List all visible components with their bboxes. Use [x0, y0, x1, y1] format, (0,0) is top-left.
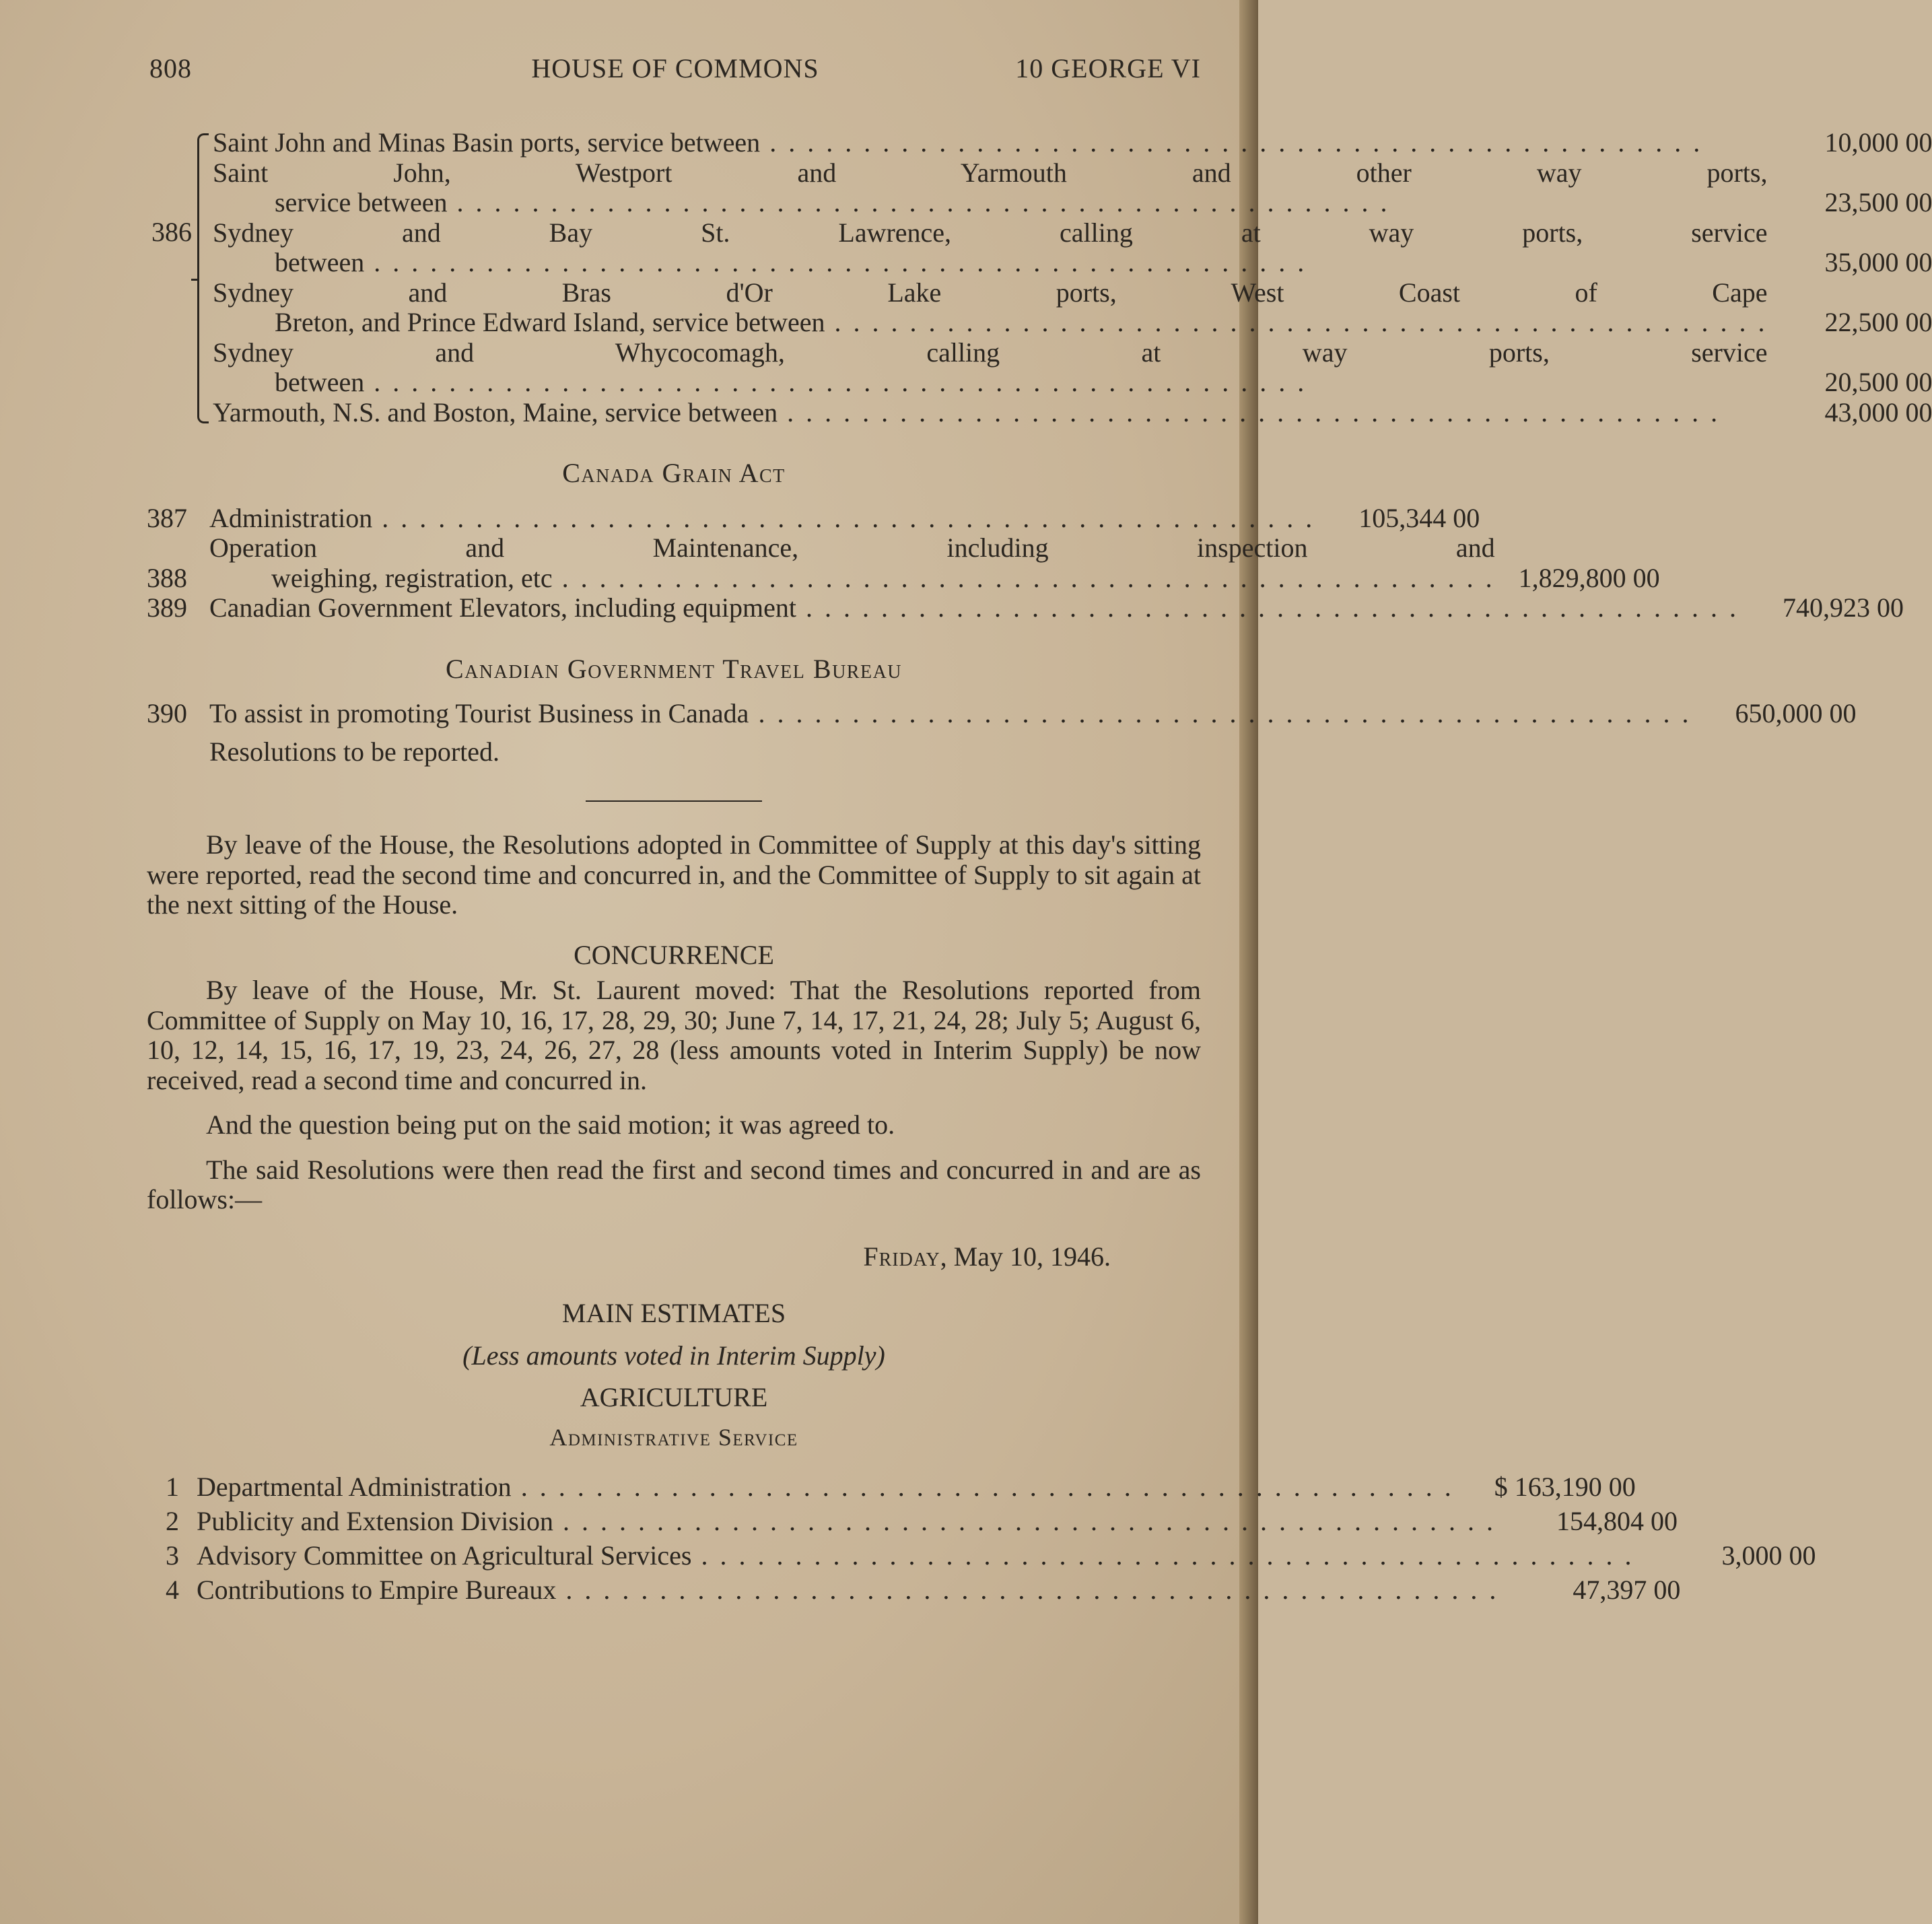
description-text: Administration: [209, 502, 373, 533]
estimate-amount: 47,397 00: [1573, 1575, 1681, 1605]
estimate-row: [213, 218, 1932, 278]
estimate-row: [213, 158, 1932, 218]
estimate-description: [209, 504, 1315, 534]
leave-paragraph: By leave of the House, the Resolutions adopted in Committee of Supply at this day's sitting were reported, read the second time and concurred in, and the Committee of Supply to sit again at the next sitting of the House.: [147, 829, 1201, 920]
description-line-leader: [197, 1538, 1634, 1573]
description-line-leader: [197, 1504, 1496, 1538]
estimate-amount: 154,804 00: [1556, 1506, 1678, 1536]
description-line-leader: [213, 368, 1767, 398]
estimate-amount: 10,000 00: [1824, 127, 1932, 158]
estimate-description: [197, 1573, 1498, 1607]
estimate-amount: 20,500 00: [1824, 367, 1932, 397]
vote-number: 390: [147, 698, 187, 728]
concurrence-paragraph: By leave of the House, Mr. St. Laurent moved: That the Resolutions reported from Committee of Supply on May 10, 16, 17, 28, 29, 30; June 7, 14, 17, 21, 24, 28; July 5; August 6, 10, 12, 14, 15, 16, 17, 19, 23, 24, 26, 27, 28 (less amounts voted in Interim Supply) be now received, read a second time and concurred in.: [147, 975, 1201, 1095]
description-line-leader: [213, 308, 1767, 338]
vote-number: 4: [166, 1575, 179, 1605]
estimate-row: [166, 1538, 1816, 1573]
vote-number: 389: [147, 592, 187, 623]
estimate-amount: 650,000 00: [1735, 698, 1857, 728]
estimate-description: [197, 1538, 1634, 1573]
estimate-description: [213, 338, 1767, 398]
estimate-description: [209, 699, 1691, 729]
description-text: weighing, registration, etc: [271, 562, 553, 593]
description-line: Saint John, Westport and Yarmouth and other way ports,: [213, 157, 1768, 188]
description-line-leader: [209, 593, 1739, 623]
vote-number: 388: [147, 562, 187, 593]
main-estimates-subheading: (Less amounts voted in Interim Supply): [462, 1340, 885, 1371]
header-title: HOUSE OF COMMONS: [531, 53, 819, 83]
estimate-amount: 1,829,800 00: [1518, 562, 1660, 593]
description-text: Breton, and Prince Edward Island, service between: [275, 307, 825, 337]
vote-number: 386: [151, 217, 192, 247]
estimate-row: [147, 532, 1660, 593]
description-text: between: [275, 367, 365, 397]
description-text: Advisory Committee on Agricultural Services: [197, 1540, 692, 1571]
description-line-leader: [209, 699, 1691, 729]
description-text: Publicity and Extension Division: [197, 1506, 553, 1536]
estimate-row: [147, 502, 1480, 534]
page-number: 808: [149, 53, 192, 83]
description-text: Saint John and Minas Basin ports, service between: [213, 127, 761, 158]
follows-paragraph: The said Resolutions were then read the first and second times and concurred in and are as follows:—: [147, 1154, 1201, 1214]
estimate-description: [209, 593, 1739, 623]
dateline-day: Friday: [863, 1241, 940, 1272]
estimate-row: [213, 128, 1932, 158]
estimate-description: [213, 158, 1767, 218]
dateline: [147, 1242, 1201, 1272]
section-heading-travel-bureau: Canadian Government Travel Bureau: [445, 653, 903, 684]
description-text: Yarmouth, N.S. and Boston, Maine, service between: [213, 397, 778, 427]
vote-number: 1: [166, 1472, 179, 1502]
estimate-amount: 105,344 00: [1358, 502, 1480, 533]
description-text: between: [275, 247, 365, 277]
description-line-leader: [213, 248, 1767, 278]
estimate-description: [197, 1504, 1496, 1538]
vote-386-group: [147, 127, 1932, 427]
description-line: Operation and Maintenance, including inspection and: [209, 532, 1495, 563]
estimate-description: [213, 218, 1767, 278]
description-line-leader: [197, 1470, 1454, 1504]
description-line: Sydney and Bras d'Or Lake ports, West Coast of Cape: [213, 277, 1768, 308]
vote-number: 387: [147, 502, 187, 533]
dateline-date: , May 10, 1946.: [940, 1241, 1111, 1272]
estimate-amount: 22,500 00: [1824, 307, 1932, 337]
estimate-amount: $ 163,190 00: [1494, 1472, 1636, 1502]
description-line-leader: [209, 563, 1495, 594]
estimate-amount: 740,923 00: [1783, 592, 1904, 623]
estimate-description: [213, 128, 1767, 158]
estimate-amount: 43,000 00: [1824, 397, 1932, 427]
header-reign: 10 GEORGE VI: [1015, 53, 1201, 83]
agreed-paragraph: And the question being put on the said motion; it was agreed to.: [206, 1109, 895, 1140]
description-line-leader: [197, 1573, 1498, 1607]
estimate-row: [166, 1504, 1678, 1538]
running-header: [149, 53, 1201, 93]
description-line: Sydney and Whycocomagh, calling at way ports, service: [213, 337, 1768, 368]
description-line-leader: [213, 398, 1767, 428]
estimate-row: [213, 338, 1932, 398]
resolutions-note: Resolutions to be reported.: [209, 736, 500, 767]
estimate-row: [166, 1470, 1636, 1504]
estimate-row: [147, 592, 1904, 623]
section-heading-grain-act: Canada Grain Act: [562, 458, 786, 488]
estimate-description: [213, 398, 1767, 428]
estimate-amount: 35,000 00: [1824, 247, 1932, 277]
description-line-leader: [213, 128, 1767, 158]
estimate-row: [213, 278, 1932, 338]
estimate-description: [213, 278, 1767, 338]
estimate-description: [209, 533, 1495, 593]
estimate-row: [166, 1573, 1681, 1607]
concurrence-heading: CONCURRENCE: [574, 939, 774, 970]
description-text: Contributions to Empire Bureaux: [197, 1575, 557, 1605]
department-heading: AGRICULTURE: [580, 1382, 768, 1412]
vote-number: 3: [166, 1540, 179, 1571]
description-text: Canadian Government Elevators, including equipment: [209, 592, 796, 623]
service-heading: Administrative Service: [549, 1423, 798, 1451]
brace-decoration: [197, 133, 209, 423]
description-text: service between: [275, 187, 448, 217]
description-line-leader: [213, 188, 1767, 218]
estimate-amount: 23,500 00: [1824, 187, 1932, 217]
page-content: [147, 127, 1932, 1607]
estimate-description: [197, 1470, 1454, 1504]
estimate-row: [147, 698, 1857, 729]
description-line: Sydney and Bay St. Lawrence, calling at way ports, service: [213, 217, 1768, 248]
description-line-leader: [209, 504, 1315, 534]
description-text: Departmental Administration: [197, 1472, 512, 1502]
vote-number: 2: [166, 1506, 179, 1536]
estimate-amount: 3,000 00: [1721, 1540, 1816, 1571]
main-estimates-heading: MAIN ESTIMATES: [561, 1298, 786, 1328]
description-text: To assist in promoting Tourist Business in Canada: [209, 698, 749, 728]
estimate-row: [213, 398, 1932, 428]
